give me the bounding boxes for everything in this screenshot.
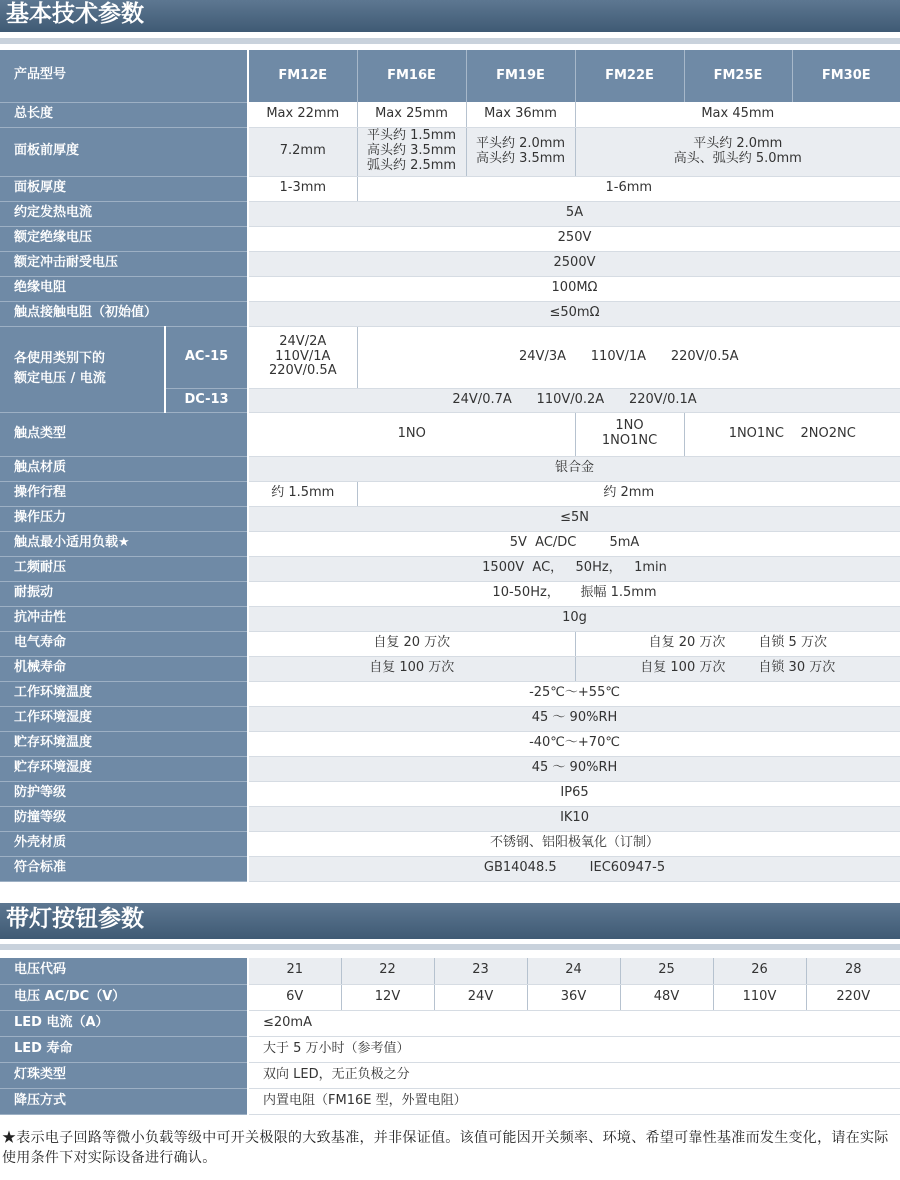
- table-row: [0, 706, 900, 731]
- table-row: [0, 276, 900, 301]
- line: 高头约 3.5mm: [475, 150, 566, 166]
- table-header-row: [0, 50, 900, 102]
- row-label: 电压代码: [0, 958, 248, 984]
- cell-value-multiline: [575, 412, 684, 456]
- row-label: 工作环境温度: [0, 681, 248, 706]
- table-row: [0, 958, 900, 984]
- cell-value: 24V/3A 110V/1A 220V/0.5A: [357, 326, 900, 388]
- line: 高头约 3.5mm: [366, 143, 457, 159]
- cell-value: 不锈钢、铝阳极氧化（订制）: [248, 831, 900, 856]
- row-label: 额定冲击耐受电压: [0, 251, 248, 276]
- cell-value: 45 ～ 90%RH: [248, 706, 900, 731]
- cell-value: 28: [806, 958, 900, 984]
- cell-value: 自复 100 万次: [248, 656, 575, 681]
- section-divider: [0, 944, 900, 950]
- cell-value: 5V AC/DC 5mA: [248, 531, 900, 556]
- ac15-label: AC-15: [165, 326, 248, 388]
- cell-value: GB14048.5 IEC60947-5: [248, 856, 900, 881]
- table-row: [0, 656, 900, 681]
- table-row: [0, 102, 900, 127]
- spec-table: [0, 50, 900, 882]
- cell-value: ≤20mA: [248, 1010, 900, 1036]
- table-row: [0, 831, 900, 856]
- row-label: 机械寿命: [0, 656, 248, 681]
- cell-value: 约 1.5mm: [248, 481, 357, 506]
- row-label: 触点最小适用负载★: [0, 531, 248, 556]
- cell-value: 48V: [620, 984, 713, 1010]
- cell-value: 21: [248, 958, 341, 984]
- table-row: [0, 201, 900, 226]
- line: 1NO1NC: [601, 433, 658, 448]
- cell-value: 1NO1NC 2NO2NC: [684, 412, 900, 456]
- cell-value: 250V: [248, 226, 900, 251]
- table-row: [0, 176, 900, 201]
- row-label: 灯珠类型: [0, 1062, 248, 1088]
- cell-value: 100MΩ: [248, 276, 900, 301]
- cell-value: 24V/0.7A 110V/0.2A 220V/0.1A: [248, 388, 900, 412]
- cell-value: ≤5N: [248, 506, 900, 531]
- cell-value: 大于 5 万小时（参考值）: [248, 1036, 900, 1062]
- section-divider: [0, 38, 900, 44]
- table-row: [0, 984, 900, 1010]
- table-row: [0, 806, 900, 831]
- section-title: 带灯按钮参数: [6, 906, 144, 932]
- cell-value: 12V: [341, 984, 434, 1010]
- cell-value: 自复 20 万次: [248, 631, 575, 656]
- table-row: [0, 1062, 900, 1088]
- table-row: [0, 1088, 900, 1114]
- row-label: 防护等级: [0, 781, 248, 806]
- led-table: [0, 958, 900, 1115]
- cell-value: -40℃～+70℃: [248, 731, 900, 756]
- dc13-label: DC-13: [165, 388, 248, 412]
- section-header-basic-specs: [0, 0, 900, 32]
- table-row: [0, 127, 900, 176]
- row-label: LED 电流（A）: [0, 1010, 248, 1036]
- row-label: 电压 AC/DC（V）: [0, 984, 248, 1010]
- cell-value: 1-6mm: [357, 176, 900, 201]
- model-fm12e: FM12E: [248, 50, 357, 102]
- cell-value: Max 22mm: [248, 102, 357, 127]
- row-label: 面板前厚度: [0, 127, 248, 176]
- model-fm19e: FM19E: [466, 50, 575, 102]
- cell-value: Max 25mm: [357, 102, 466, 127]
- cell-value: 双向 LED，无正负极之分: [248, 1062, 900, 1088]
- row-label-multiline: [0, 326, 165, 412]
- cell-value: 内置电阻（FM16E 型，外置电阻）: [248, 1088, 900, 1114]
- table-row: [0, 681, 900, 706]
- table-row: [0, 301, 900, 326]
- cell-value: 银合金: [248, 456, 900, 481]
- table-row: [0, 556, 900, 581]
- line: 110V/1A: [275, 348, 331, 364]
- table-row: [0, 226, 900, 251]
- line: 弧头约 2.5mm: [366, 157, 457, 173]
- table-row: [0, 856, 900, 881]
- line: 220V/0.5A: [268, 363, 337, 379]
- row-label: 操作行程: [0, 481, 248, 506]
- row-label: 约定发热电流: [0, 201, 248, 226]
- cell-value: 45 ～ 90%RH: [248, 756, 900, 781]
- cell-value: 220V: [806, 984, 900, 1010]
- line: 24V/2A: [279, 333, 327, 349]
- row-label: 贮存环境湿度: [0, 756, 248, 781]
- row-label: 电气寿命: [0, 631, 248, 656]
- row-label: 防撞等级: [0, 806, 248, 831]
- cell-value: 23: [434, 958, 527, 984]
- row-label: LED 寿命: [0, 1036, 248, 1062]
- cell-value: 2500V: [248, 251, 900, 276]
- cell-value-multiline: [248, 326, 357, 388]
- cell-value: 6V: [248, 984, 341, 1010]
- table-row: [0, 326, 900, 388]
- row-label: 外壳材质: [0, 831, 248, 856]
- cell-value: 5A: [248, 201, 900, 226]
- row-label: 抗冲击性: [0, 606, 248, 631]
- table-row: [0, 531, 900, 556]
- row-label: 贮存环境温度: [0, 731, 248, 756]
- table-row: [0, 631, 900, 656]
- line: 平头约 2.0mm: [475, 135, 566, 151]
- row-label: 符合标准: [0, 856, 248, 881]
- cell-value-multiline: [357, 127, 466, 176]
- cell-value: 25: [620, 958, 713, 984]
- row-label: 额定绝缘电压: [0, 226, 248, 251]
- cell-value: 自复 20 万次 自锁 5 万次: [575, 631, 900, 656]
- cell-value: 约 2mm: [357, 481, 900, 506]
- cell-value: IK10: [248, 806, 900, 831]
- line: 平头约 2.0mm: [693, 135, 783, 151]
- cell-value: 7.2mm: [248, 127, 357, 176]
- table-row: [0, 481, 900, 506]
- row-label: 操作压力: [0, 506, 248, 531]
- cell-value: Max 36mm: [466, 102, 575, 127]
- row-label: 面板厚度: [0, 176, 248, 201]
- cell-value: 26: [713, 958, 806, 984]
- row-label: 降压方式: [0, 1088, 248, 1114]
- line: 平头约 1.5mm: [366, 128, 457, 144]
- row-label: 触点类型: [0, 412, 248, 456]
- table-row: [0, 581, 900, 606]
- cell-value: 10g: [248, 606, 900, 631]
- table-row: [0, 1036, 900, 1062]
- model-fm22e: FM22E: [575, 50, 684, 102]
- cell-value-multiline: [575, 127, 900, 176]
- cell-value: 10-50Hz， 振幅 1.5mm: [248, 581, 900, 606]
- table-row: [0, 756, 900, 781]
- line: 1NO: [615, 418, 644, 434]
- model-label: 产品型号: [0, 50, 248, 102]
- line: 各使用类别下的: [14, 351, 106, 366]
- table-row: [0, 251, 900, 276]
- cell-value: 22: [341, 958, 434, 984]
- row-label: 触点材质: [0, 456, 248, 481]
- table-row: [0, 456, 900, 481]
- cell-value: ≤50mΩ: [248, 301, 900, 326]
- cell-value: Max 45mm: [575, 102, 900, 127]
- cell-value: 自复 100 万次 自锁 30 万次: [575, 656, 900, 681]
- model-fm16e: FM16E: [357, 50, 466, 102]
- row-label: 触点接触电阻（初始值）: [0, 301, 248, 326]
- row-label: 工作环境湿度: [0, 706, 248, 731]
- row-label: 耐振动: [0, 581, 248, 606]
- table-row: [0, 1010, 900, 1036]
- table-row: [0, 412, 900, 456]
- cell-value: 1-3mm: [248, 176, 357, 201]
- cell-value: 36V: [527, 984, 620, 1010]
- table-row: [0, 731, 900, 756]
- model-fm25e: FM25E: [684, 50, 792, 102]
- cell-value: -25℃～+55℃: [248, 681, 900, 706]
- row-label: 绝缘电阻: [0, 276, 248, 301]
- row-label: 工频耐压: [0, 556, 248, 581]
- footnote: ★表示电子回路等微小负载等级中可开关极限的大致基准，并非保证值。该值可能因开关频率、环境、希望可靠性基准而发生变化，请在实际使用条件下对实际设备进行确认。: [2, 1130, 889, 1166]
- row-label: 总长度: [0, 102, 248, 127]
- table-row: [0, 781, 900, 806]
- cell-value-multiline: [466, 127, 575, 176]
- cell-value: 24: [527, 958, 620, 984]
- cell-value: IP65: [248, 781, 900, 806]
- section-title: 基本技术参数: [6, 1, 144, 27]
- cell-value: 1NO: [248, 412, 575, 456]
- line: 额定电压 / 电流: [14, 371, 106, 386]
- cell-value: 24V: [434, 984, 527, 1010]
- cell-value: 1500V AC， 50Hz， 1min: [248, 556, 900, 581]
- line: 高头、弧头约 5.0mm: [673, 150, 802, 166]
- table-row: [0, 506, 900, 531]
- model-fm30e: FM30E: [792, 50, 900, 102]
- section-header-led-params: [0, 903, 900, 939]
- cell-value: 110V: [713, 984, 806, 1010]
- table-row: [0, 606, 900, 631]
